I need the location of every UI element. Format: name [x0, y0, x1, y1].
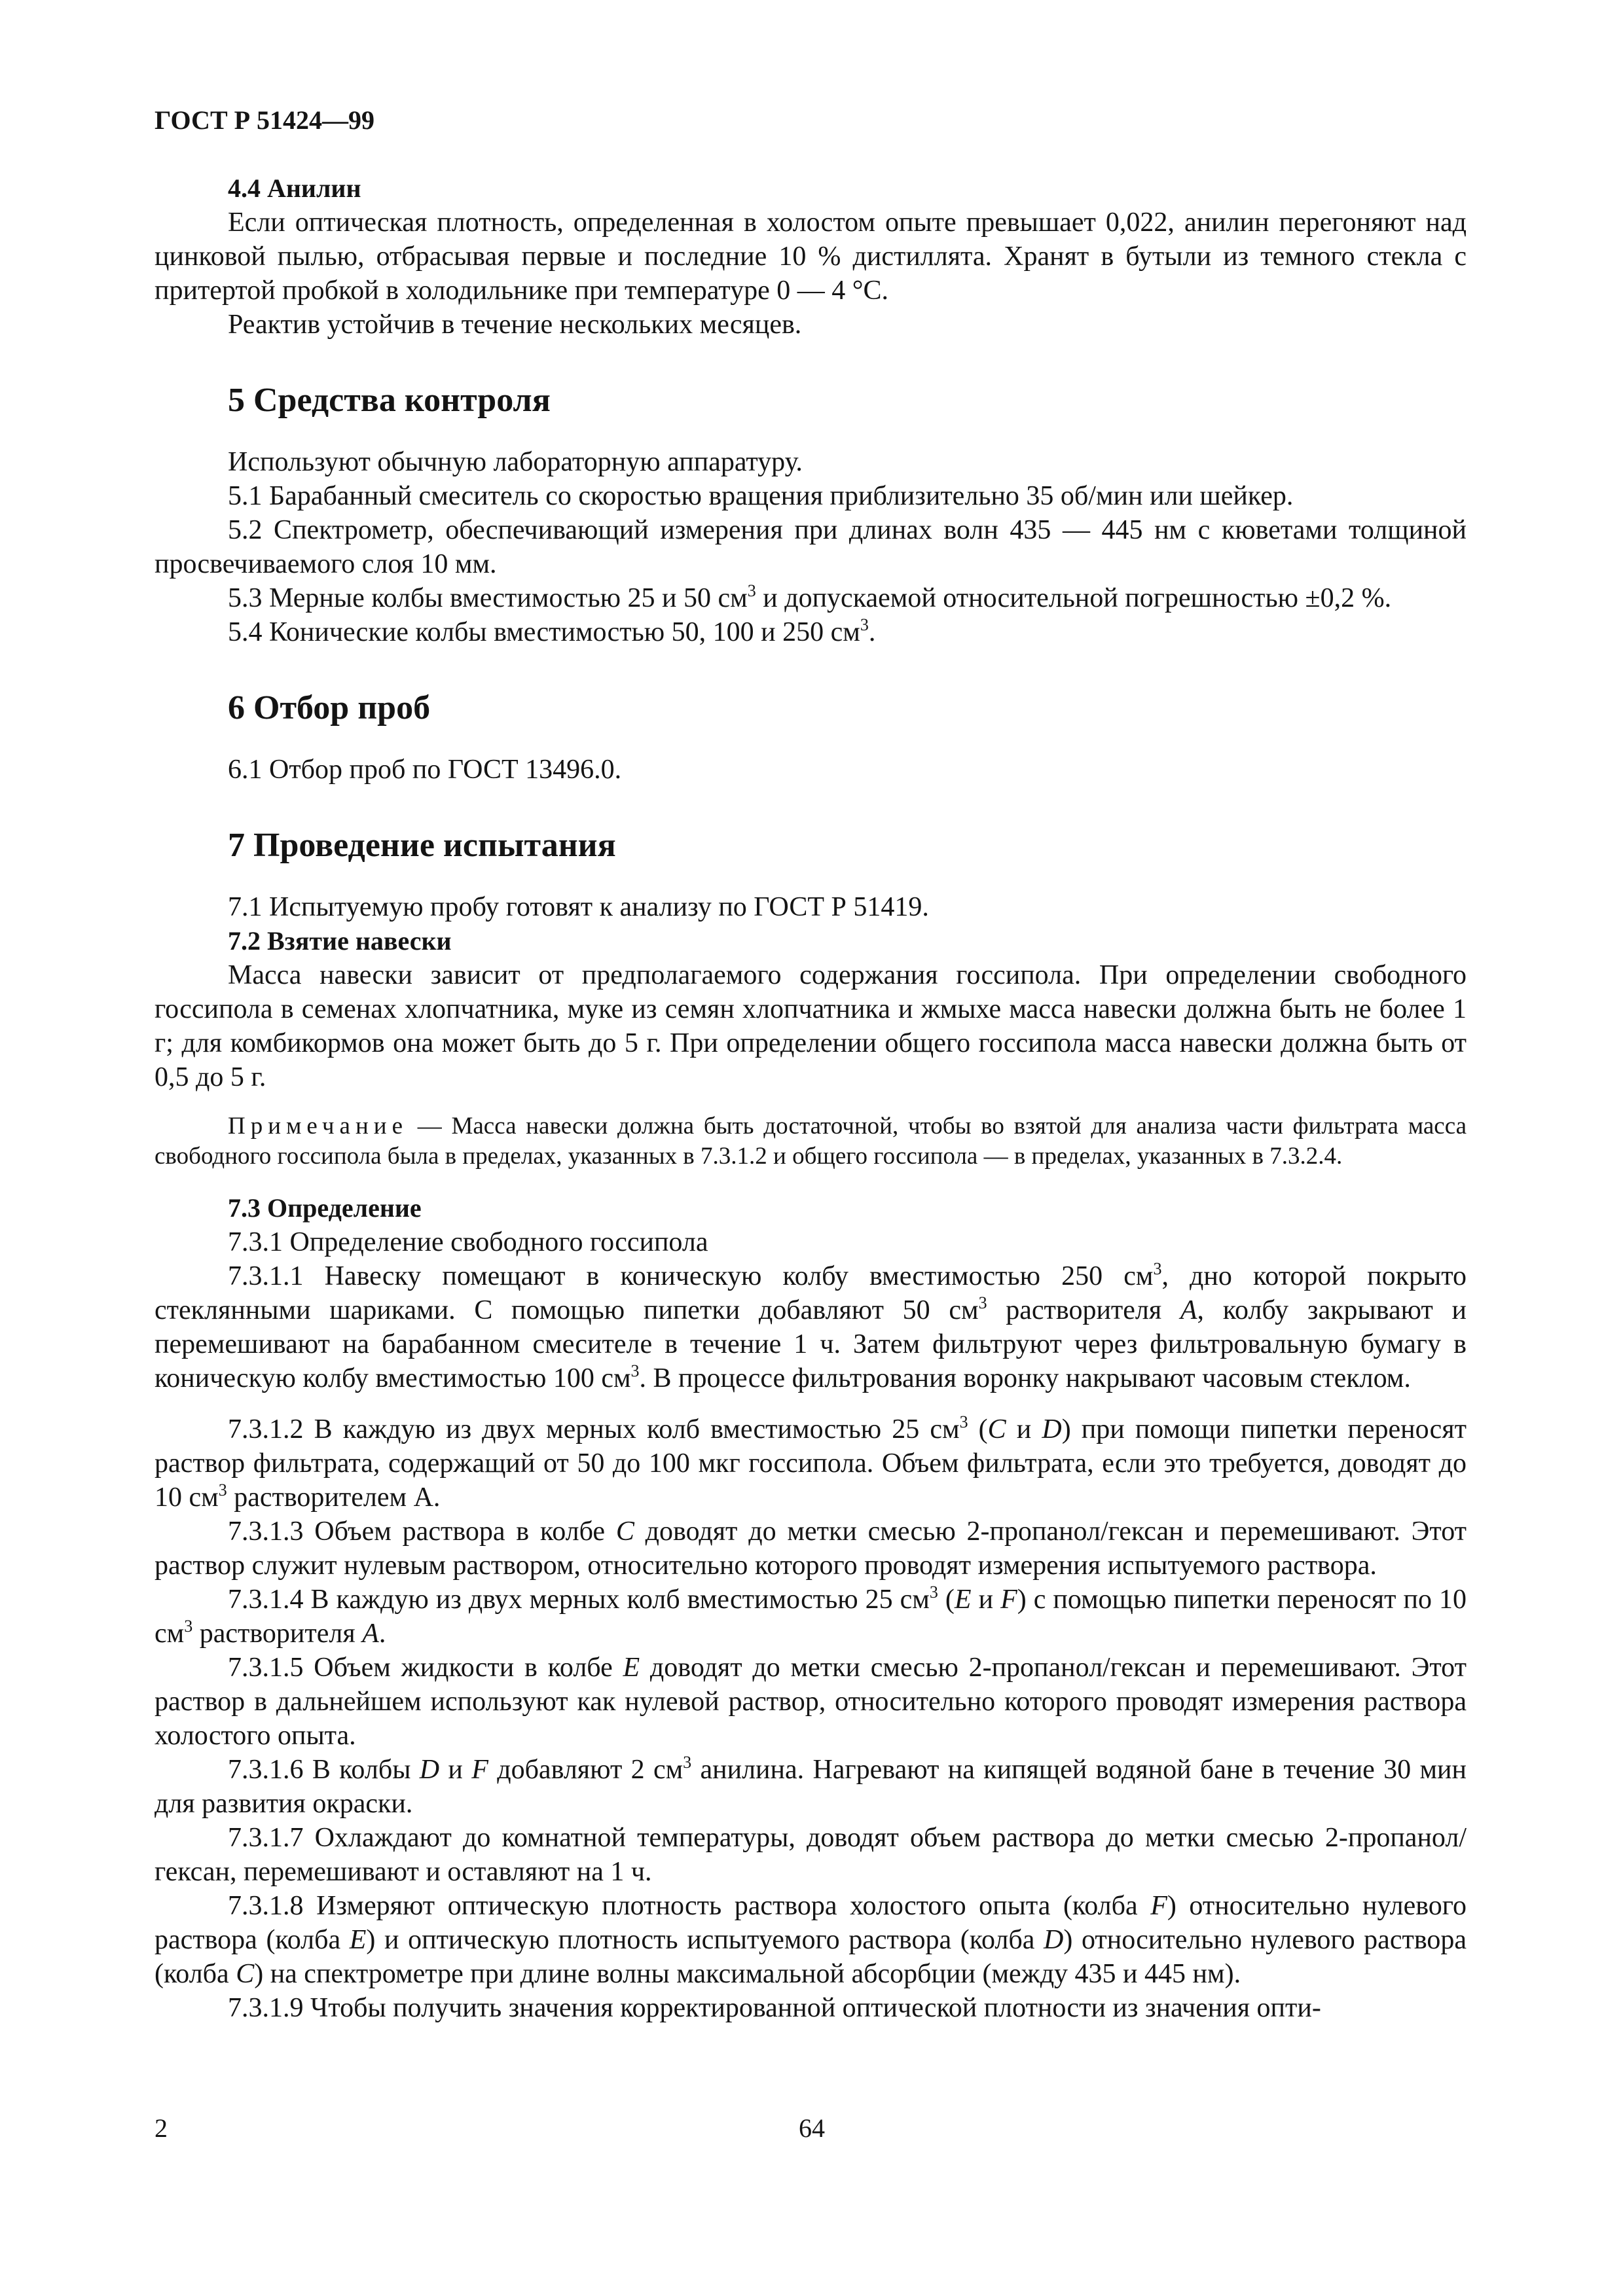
- paragraph-5-4: 5.4 Конические колбы вместимостью 50, 100 и 250 $см^3$.: [228, 615, 876, 647]
- subsection-heading-7-3-1: 7.3.1 Определение свободного госсипола: [228, 1227, 708, 1257]
- section-heading-7: 7 Проведение испытания: [228, 827, 616, 864]
- section-heading-5: 5 Средства контроля: [228, 382, 551, 419]
- document-header: ГОСТ Р 51424—99: [155, 105, 375, 135]
- paragraph-7-3-1-9: 7.3.1.9 Чтобы получить значения корректированной оптической плотности из значения опти-: [228, 1993, 1321, 2023]
- page-number-left: 2: [155, 2113, 168, 2143]
- paragraph-aniline: Если оптическая плотность, определенная в холостом опыте превышает 0,022, анилин перегоняют над цинковой пылью, отбрасывая первые и последние 10 % дистиллята. Хранят в бутыли из темного стекла с притертой пробкой в холодильнике при температуре 0 — 4 °С.: [155, 207, 1467, 306]
- section-heading-6: 6 Отбор проб: [228, 689, 431, 726]
- subsection-heading-4-4: 4.4 Анилин: [228, 173, 361, 203]
- paragraph-7-3-1-1: 7.3.1.1 Навеску помещают в коническую колбу вместимостью 250 $см^3$, дно которой покрыто стеклянными шариками. С помощью пипетки добавляют 50 $см^3$ растворителя A, колбу закрывают и перемешивают на барабанном смесителе в течение 1 ч. Затем фильтруют через фильтровальную бумагу в коническую колбу вместимостью 100 $см^3$. В процессе фильтрования воронку накрывают часовым стеклом.: [155, 1259, 1467, 1393]
- paragraph-7-3-1-6: 7.3.1.6 В колбы D и F добавляют 2 $см^3$ анилина. Нагревают на кипящей водяной бане в течение 30 мин для развития окраски.: [155, 1753, 1467, 1819]
- note: Примечание — Масса навески должна быть достаточной, чтобы во взятой для анализа части фильтрата масса свободного госсипола была в пределах, указанных в 7.3.1.2 и общего госсипола — в пределах, указанных в 7.3.2.4.: [155, 1113, 1467, 1170]
- paragraph-7-3-1-7: 7.3.1.7 Охлаждают до комнатной температуры, доводят объем раствора до метки смесью 2-пропанол/гексан, перемешивают и оставляют на 1 ч.: [155, 1823, 1467, 1887]
- page-content: [155, 171, 1467, 2025]
- paragraph-7-3-1-8: 7.3.1.8 Измеряют оптическую плотность раствора холостого опыта (колба F) относительно нулевого раствора (колба E) и оптическую плотность испытуемого раствора (колба D) относительно нулевого раствора (колба C) на спектрометре при длине волны максимальной абсорбции (между 435 и 445 нм).: [155, 1891, 1467, 1989]
- paragraph-6-1: 6.1 Отбор проб по ГОСТ 13496.0.: [228, 755, 622, 785]
- subsection-heading-7-3: 7.3 Определение: [228, 1193, 422, 1223]
- subsection-heading-7-2: 7.2 Взятие навески: [228, 926, 452, 956]
- paragraph-7-3-1-4: 7.3.1.4 В каждую из двух мерных колб вместимостью 25 $см^3$ (E и F) с помощью пипетки переносят по 10 $см^3$ растворителя A.: [155, 1583, 1467, 1649]
- note-label: Примечание: [228, 1113, 408, 1139]
- paragraph-7-3-1-2: 7.3.1.2 В каждую из двух мерных колб вместимостью 25 $см^3$ (C и D) при помощи пипетки переносят раствор фильтрата, содержащий от 50 до 100 мкг госсипола. Объем фильтрата, если это требуется, доводят до 10 $см^3$ растворителем А.: [155, 1412, 1467, 1513]
- paragraph-5-intro: Используют обычную лабораторную аппаратуру.: [228, 447, 803, 477]
- paragraph-7-3-1-5: 7.3.1.5 Объем жидкости в колбе E доводят до метки смесью 2-пропанол/гексан и перемешивают. Этот раствор в дальнейшем используют как нулевой раствор, относительно которого проводят измерения раствора холостого опыта.: [155, 1653, 1467, 1751]
- paragraph-5-1: 5.1 Барабанный смеситель со скоростью вращения приблизительно 35 об/мин или шейкер.: [228, 481, 1294, 511]
- paragraph-7-2: Масса навески зависит от предполагаемого содержания госсипола. При определении свободного госсипола в семенах хлопчатника, муке из семян хлопчатника и жмыхе масса навески должна быть не более 1 г; для комбикормов она может быть до 5 г. При определении общего госсипола масса навески должна быть от 0,5 до 5 г.: [155, 960, 1467, 1092]
- paragraph-7-1: 7.1 Испытуемую пробу готовят к анализу по ГОСТ Р 51419.: [228, 892, 929, 922]
- paragraph-5-2: 5.2 Спектрометр, обеспечивающий измерения при длинах волн 435 — 445 нм с кюветами толщиной просвечиваемого слоя 10 мм.: [155, 515, 1467, 579]
- paragraph-stability: Реактив устойчив в течение нескольких месяцев.: [228, 310, 802, 340]
- paragraph-5-3: 5.3 Мерные колбы вместимостью 25 и 50 $см^3$ и допускаемой относительной погрешностью ±0,2 %.: [228, 581, 1392, 613]
- page-number-center: 64: [799, 2113, 825, 2143]
- paragraph-7-3-1-3: 7.3.1.3 Объем раствора в колбе C доводят до метки смесью 2-пропанол/гексан и перемешивают. Этот раствор служит нулевым раствором, относительно которого проводят измерения испытуемого раствора.: [155, 1516, 1467, 1581]
